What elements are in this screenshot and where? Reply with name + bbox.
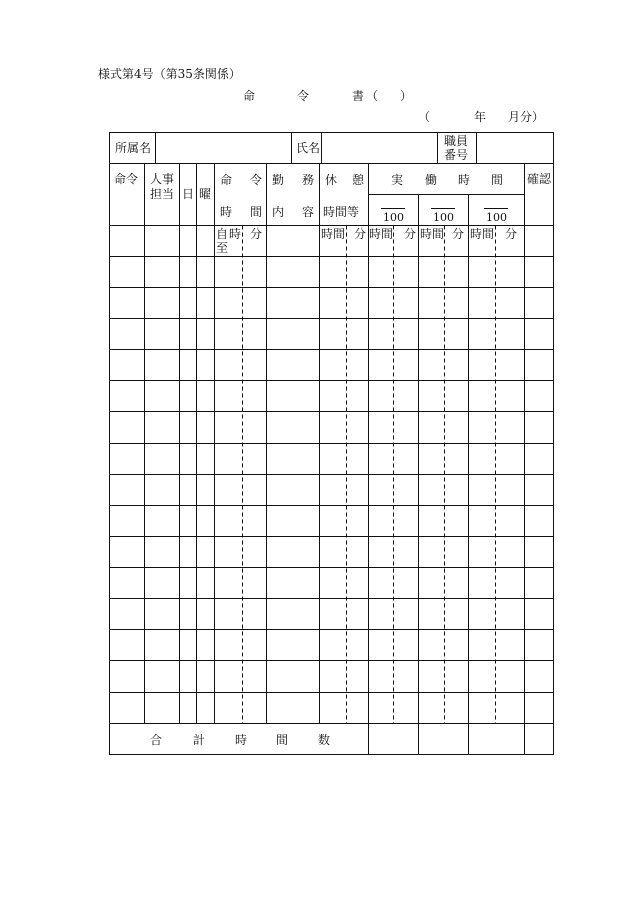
- unit-to: 至: [216, 241, 229, 255]
- unit-rest-minute: 分: [354, 227, 367, 241]
- header-confirm: 確認: [527, 172, 552, 186]
- header-duty-2b: 容: [302, 205, 315, 219]
- header-personnel-2: 担当: [150, 187, 175, 201]
- unit-actual1-minute: 分: [404, 227, 417, 241]
- title-char-2: 令: [297, 89, 310, 103]
- title-char-3: 書: [352, 89, 365, 103]
- staff-no-label-1: 職員: [444, 134, 469, 148]
- title-char-1: 命: [243, 89, 256, 103]
- header-duty-1a: 勤: [272, 173, 285, 187]
- unit-actual2-minute: 分: [452, 227, 465, 241]
- header-weekday: 曜: [199, 187, 212, 201]
- header-actual-2: 働: [425, 173, 438, 187]
- header-actual-3: 時: [458, 173, 471, 187]
- title-paren-open: （: [366, 89, 379, 103]
- header-cmd-time-2b: 間: [250, 205, 263, 219]
- header-order: 命令: [114, 172, 139, 186]
- header-rest-1a: 休: [325, 173, 338, 187]
- unit-from: 自: [216, 227, 229, 241]
- period-paren-open: （: [418, 110, 431, 124]
- period-year: 年: [474, 110, 487, 124]
- rate-denominator-1: 100: [383, 211, 404, 224]
- unit-actual3-minute: 分: [505, 227, 518, 241]
- unit-rest-hour: 時間: [321, 227, 346, 241]
- header-rest-2: 時間等: [323, 205, 360, 219]
- header-personnel-1: 人事: [150, 172, 175, 186]
- unit-actual3-hour: 時間: [470, 227, 495, 241]
- staff-no-label-2: 番号: [444, 148, 469, 162]
- total-char-5: 数: [318, 733, 331, 747]
- affiliation-label: 所属名: [115, 141, 152, 155]
- name-label: 氏名: [296, 141, 321, 155]
- total-char-2: 計: [193, 733, 206, 747]
- total-char-1: 合: [150, 733, 163, 747]
- rate-denominator-2: 100: [433, 211, 454, 224]
- unit-cmd-minute: 分: [250, 227, 263, 241]
- header-cmd-time-1b: 令: [250, 173, 263, 187]
- header-rest-1b: 憩: [352, 173, 365, 187]
- unit-actual2-hour: 時間: [420, 227, 445, 241]
- header-duty-2a: 内: [272, 205, 285, 219]
- unit-actual1-hour: 時間: [369, 227, 394, 241]
- title-paren-close: ）: [400, 89, 413, 103]
- header-day: 日: [182, 187, 195, 201]
- total-char-3: 時: [235, 733, 248, 747]
- header-cmd-time-2a: 時: [220, 205, 233, 219]
- period-month: 月分）: [508, 110, 545, 124]
- rate-denominator-3: 100: [486, 211, 507, 224]
- header-duty-1b: 務: [302, 173, 315, 187]
- form-number: 様式第4号（第35条関係）: [98, 67, 241, 81]
- unit-cmd-hour: 時: [229, 227, 242, 241]
- header-actual-1: 実: [391, 173, 404, 187]
- total-char-4: 間: [276, 733, 289, 747]
- header-actual-4: 間: [491, 173, 504, 187]
- header-cmd-time-1a: 命: [220, 173, 233, 187]
